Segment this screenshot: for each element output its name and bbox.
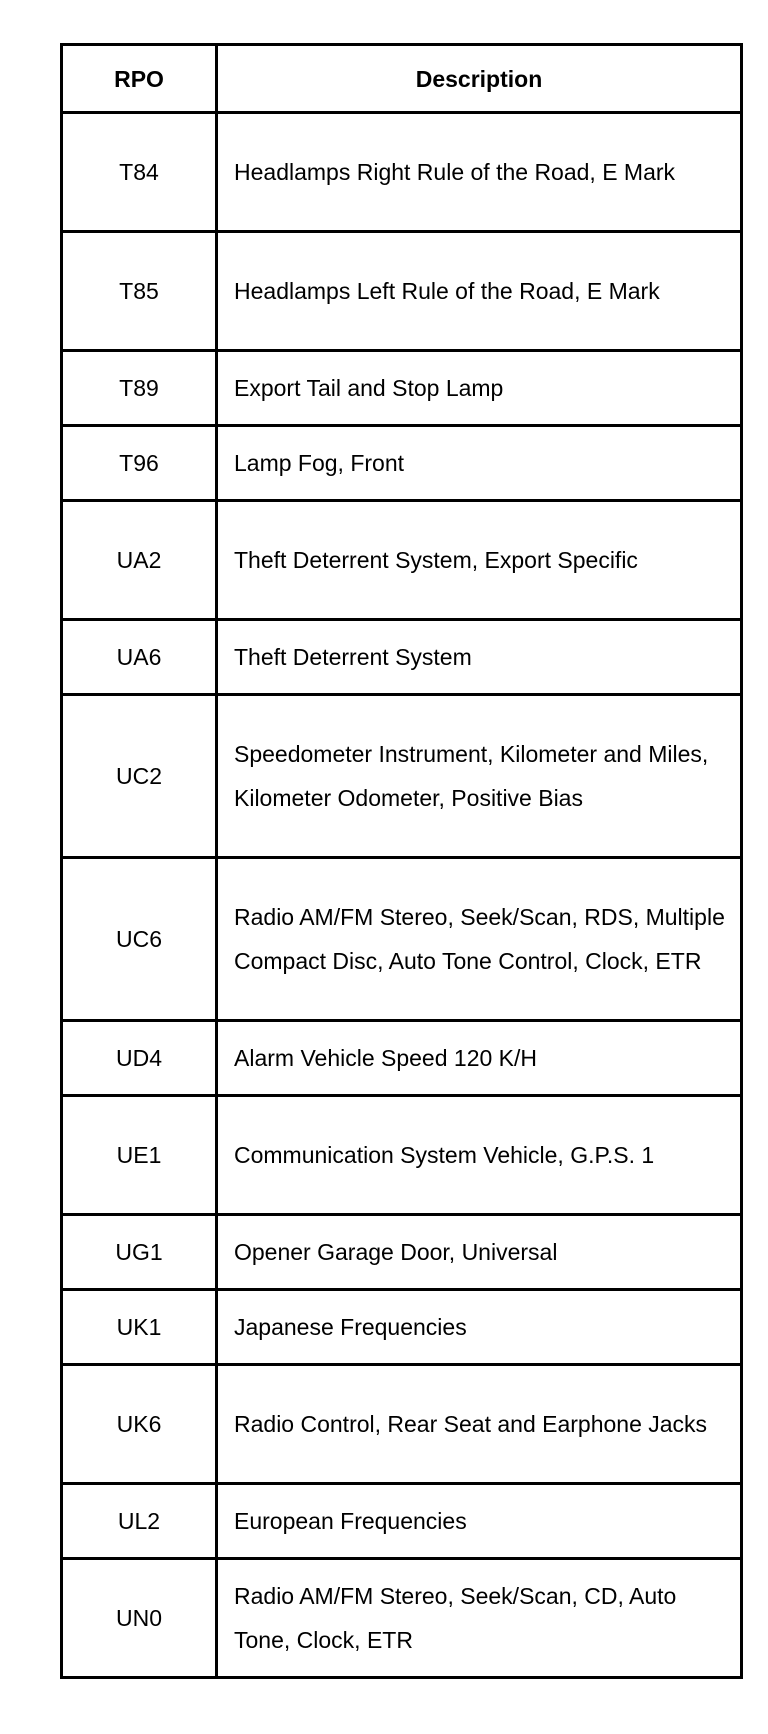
rpo-description: Opener Garage Door, Universal — [217, 1215, 742, 1290]
rpo-description: Theft Deterrent System, Export Specific — [217, 501, 742, 620]
rpo-description: Lamp Fog, Front — [217, 426, 742, 501]
table-row — [62, 695, 742, 858]
rpo-code: UL2 — [62, 1484, 217, 1559]
rpo-description: Japanese Frequencies — [217, 1290, 742, 1365]
table-row — [62, 501, 742, 620]
rpo-description: Radio Control, Rear Seat and Earphone Jacks — [217, 1365, 742, 1484]
rpo-code: T89 — [62, 351, 217, 426]
table-row — [62, 858, 742, 1021]
header-row — [62, 45, 742, 113]
rpo-code: UK6 — [62, 1365, 217, 1484]
rpo-description: Export Tail and Stop Lamp — [217, 351, 742, 426]
rpo-description: Theft Deterrent System — [217, 620, 742, 695]
rpo-table — [60, 43, 743, 1679]
table-row — [62, 232, 742, 351]
rpo-code: UE1 — [62, 1096, 217, 1215]
rpo-code: UA6 — [62, 620, 217, 695]
table-row — [62, 1484, 742, 1559]
rpo-description: European Frequencies — [217, 1484, 742, 1559]
rpo-code: UN0 — [62, 1559, 217, 1678]
rpo-code: UA2 — [62, 501, 217, 620]
table-row — [62, 113, 742, 232]
rpo-description: Alarm Vehicle Speed 120 K/H — [217, 1021, 742, 1096]
rpo-code: T84 — [62, 113, 217, 232]
table-row — [62, 1215, 742, 1290]
rpo-code: UC2 — [62, 695, 217, 858]
table-row — [62, 1559, 742, 1678]
rpo-description: Communication System Vehicle, G.P.S. 1 — [217, 1096, 742, 1215]
table-row — [62, 1021, 742, 1096]
description-column-header: Description — [217, 45, 742, 113]
rpo-description: Headlamps Left Rule of the Road, E Mark — [217, 232, 742, 351]
table-row — [62, 351, 742, 426]
rpo-description: Radio AM/FM Stereo, Seek/Scan, CD, Auto Tone, Clock, ETR — [217, 1559, 742, 1678]
rpo-code: T85 — [62, 232, 217, 351]
rpo-code: T96 — [62, 426, 217, 501]
rpo-description: Radio AM/FM Stereo, Seek/Scan, RDS, Multiple Compact Disc, Auto Tone Control, Clock, ETR — [217, 858, 742, 1021]
table-row — [62, 1290, 742, 1365]
table-row — [62, 1365, 742, 1484]
rpo-code: UC6 — [62, 858, 217, 1021]
rpo-code: UG1 — [62, 1215, 217, 1290]
table-row — [62, 620, 742, 695]
rpo-description: Speedometer Instrument, Kilometer and Miles, Kilometer Odometer, Positive Bias — [217, 695, 742, 858]
rpo-code: UK1 — [62, 1290, 217, 1365]
rpo-code: UD4 — [62, 1021, 217, 1096]
rpo-column-header: RPO — [62, 45, 217, 113]
rpo-description: Headlamps Right Rule of the Road, E Mark — [217, 113, 742, 232]
table-row — [62, 1096, 742, 1215]
table-row — [62, 426, 742, 501]
